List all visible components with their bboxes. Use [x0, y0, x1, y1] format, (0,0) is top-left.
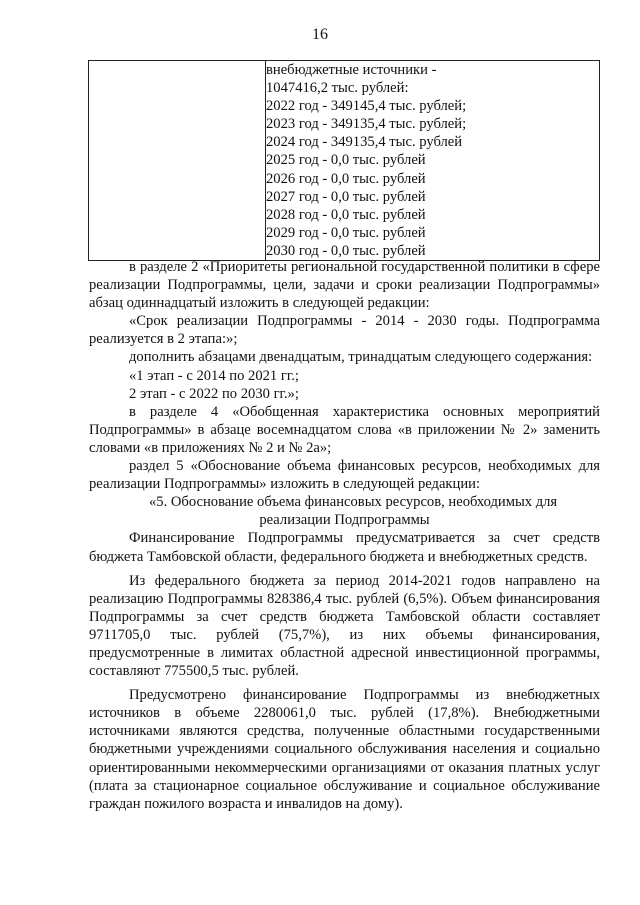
- table-line: 2022 год - 349145,4 тыс. рублей;: [266, 98, 467, 115]
- paragraph-financing: Финансирование Подпрограммы предусматривается за счет средств бюджета Тамбовской области, федерального бюджета и внебюджетных средств.: [89, 530, 600, 565]
- table-line: внебюджетные источники -: [266, 62, 437, 78]
- table-line: 2025 год - 0,0 тыс. рублей: [266, 152, 426, 169]
- section-5-heading: «5. Обоснование объема финансовых ресурсов, необходимых для: [149, 494, 558, 511]
- section-5-heading-cont: реализации Подпрограммы: [259, 512, 430, 529]
- paragraph-section-4: в разделе 4 «Обобщенная характеристика основных мероприятий Подпрограммы» в абзаце восемнадцатом слова «в приложении № 2» заменить словами «в приложениях № 2 и № 2а»;: [89, 403, 600, 456]
- table-cell-empty: [89, 61, 266, 261]
- table-line: 2029 год - 0,0 тыс. рублей: [266, 224, 426, 241]
- paragraph-stage-2: 2 этап - с 2022 по 2030 гг.»;: [129, 385, 299, 402]
- paragraph-extrabudgetary: Предусмотрено финансирование Подпрограммы из внебюджетных источников в объеме 2280061,0 тыс. рублей (17,8%). Внебюджетными источниками являются средства, полученные областными государственными бюджетными учреждениями социального обслуживания населения и социально ориентированными некоммерческими организациями от оказания платных услуг (плата за стационарное социальное обслуживание и социальное обслуживание граждан пожилого возраста и инвалидов на дому).: [89, 687, 600, 812]
- financing-table: [88, 60, 600, 261]
- paragraph-section-5: раздел 5 «Обоснование объема финансовых ресурсов, необходимых для реализации Подпрограммы» изложить в следующей редакции:: [89, 458, 600, 493]
- table-cell-financing: [266, 61, 600, 261]
- table-line: 2028 год - 0,0 тыс. рублей: [266, 206, 426, 223]
- table-line: 2024 год - 349135,4 тыс. рублей: [266, 134, 463, 151]
- table-line: 2027 год - 0,0 тыс. рублей: [266, 188, 426, 205]
- paragraph-quote-term: «Срок реализации Подпрограммы - 2014 - 2030 годы. Подпрограмма реализуется в 2 этапа:»;: [89, 313, 600, 348]
- page-number: 16: [312, 26, 328, 43]
- paragraph-federal-budget: Из федерального бюджета за период 2014-2021 годов направлено на реализацию Подпрограммы 828386,4 тыс. рублей (6,5%). Объем финансирования Подпрограммы за счет средств бюджета Тамбовской области составляет 9711705,0 тыс. рублей (75,7%), из них объемы финансирования, предусмотренные в лимитах областной адресной инвестиционной программы, составляют 775500,5 тыс. рублей.: [89, 572, 600, 680]
- table-line: 1047416,2 тыс. рублей:: [266, 80, 409, 97]
- document-body: [89, 258, 600, 813]
- paragraph-stage-1: «1 этап - с 2014 по 2021 гг.;: [129, 367, 299, 384]
- paragraph-section-2: в разделе 2 «Приоритеты региональной государственной политики в сфере реализации Подпрограммы, цели, задачи и сроки реализации Подпрограммы» абзац одиннадцатый изложить в следующей редакции:: [89, 259, 600, 312]
- table-row: [89, 61, 600, 261]
- paragraph-add-items: дополнить абзацами двенадцатым, тринадцатым следующего содержания:: [129, 349, 593, 366]
- table-line: 2030 год - 0,0 тыс. рублей: [266, 242, 426, 259]
- table-line: 2026 год - 0,0 тыс. рублей: [266, 170, 426, 187]
- table-line: 2023 год - 349135,4 тыс. рублей;: [266, 116, 467, 133]
